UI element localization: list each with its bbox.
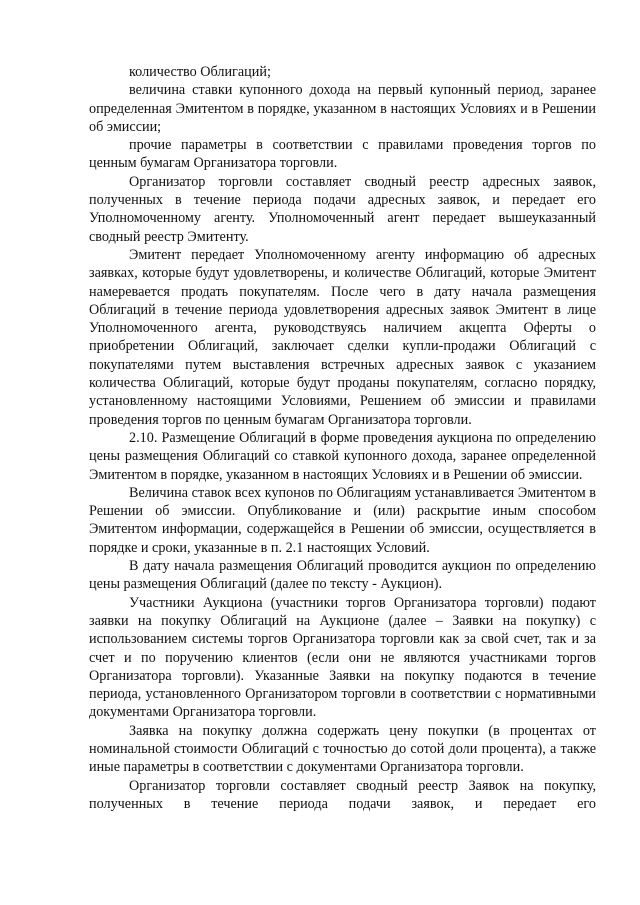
section-heading-2-10: 2.10. Размещение Облигаций в форме проведения аукциона по определению цены размещения Облигаций со ставкой купонного дохода, заранее определенной Эмитентом в порядке, указанном в настоящих Условиях и в Решении об эмиссии. <box>89 429 596 483</box>
paragraph-organizer-registry: Организатор торговли составляет сводный реестр адресных заявок, полученных в течение периода подачи адресных заявок, и передает его Уполномоченному агенту. Уполномоченный агент передает вышеуказанный сводный реестр Эмитенту. <box>89 173 596 245</box>
paragraph-purchase-order: Заявка на покупку должна содержать цену покупки (в процентах от номинальной стоимости Облигаций с точностью до сотой доли процента), а также иные параметры в соответствии с документами Организатора торговли. <box>89 722 596 776</box>
paragraph-quantity: количество Облигаций; <box>129 64 271 80</box>
document-page <box>89 63 596 813</box>
paragraph-coupon-rate: величина ставки купонного дохода на первый купонный период, заранее определенная Эмитентом в порядке, указанном в настоящих Условиях и в Решении об эмиссии; <box>89 82 596 135</box>
paragraph-issuer-transfers: Эмитент передает Уполномоченному агенту информацию об адресных заявках, которые будут удовлетворены, и количестве Облигаций, которые Эмитент намеревается продать покупателям. После чего в дату начала размещения Облигаций в течение периода удовлетворения адресных заявок Эмитент в лице Уполномоченного агента, руководствуясь наличием акцепта Оферты о приобретении Облигаций, заключает сделки купли-продажи Облигаций с покупателями путем выставления встречных адресных заявок с указанием количества Облигаций, которые будут проданы покупателям, согласно порядку, установленному настоящими Условиями, Решением об эмиссии и правилами проведения торгов по ценным бумагам Организатора торговли. <box>89 246 596 428</box>
paragraph-auction-participants: Участники Аукциона (участники торгов Организатора торговли) подают заявки на покупку Облигаций на Аукционе (далее – Заявки на покупку) с использованием системы торгов Организатора торговли как за свой счет, так и за счет и по поручению клиентов (если они не являются участниками торгов Организатора торговли). Указанные Заявки на покупку подаются в течение периода, установленного Организатором торговли в соответствии с нормативными документами Организатора торговли. <box>89 594 596 721</box>
paragraph-auction-date: В дату начала размещения Облигаций проводится аукцион по определению цены размещения Облигаций (далее по тексту - Аукцион). <box>89 558 596 593</box>
paragraph-other-params: прочие параметры в соответствии с правилами проведения торгов по ценным бумагам Организатора торговли. <box>89 137 596 172</box>
paragraph-coupon-rates: Величина ставок всех купонов по Облигациям устанавливается Эмитентом в Решении об эмиссии. Опубликование и (или) раскрытие иным способом Эмитентом информации, содержащейся в Решении об эмиссии, осуществляется в порядке и сроки, указанные в п. 2.1 настоящих Условий. <box>89 484 596 556</box>
paragraph-organizer-orders-registry: Организатор торговли составляет сводный реестр Заявок на покупку, полученных в течение периода подачи заявок, и передает его <box>89 777 596 812</box>
